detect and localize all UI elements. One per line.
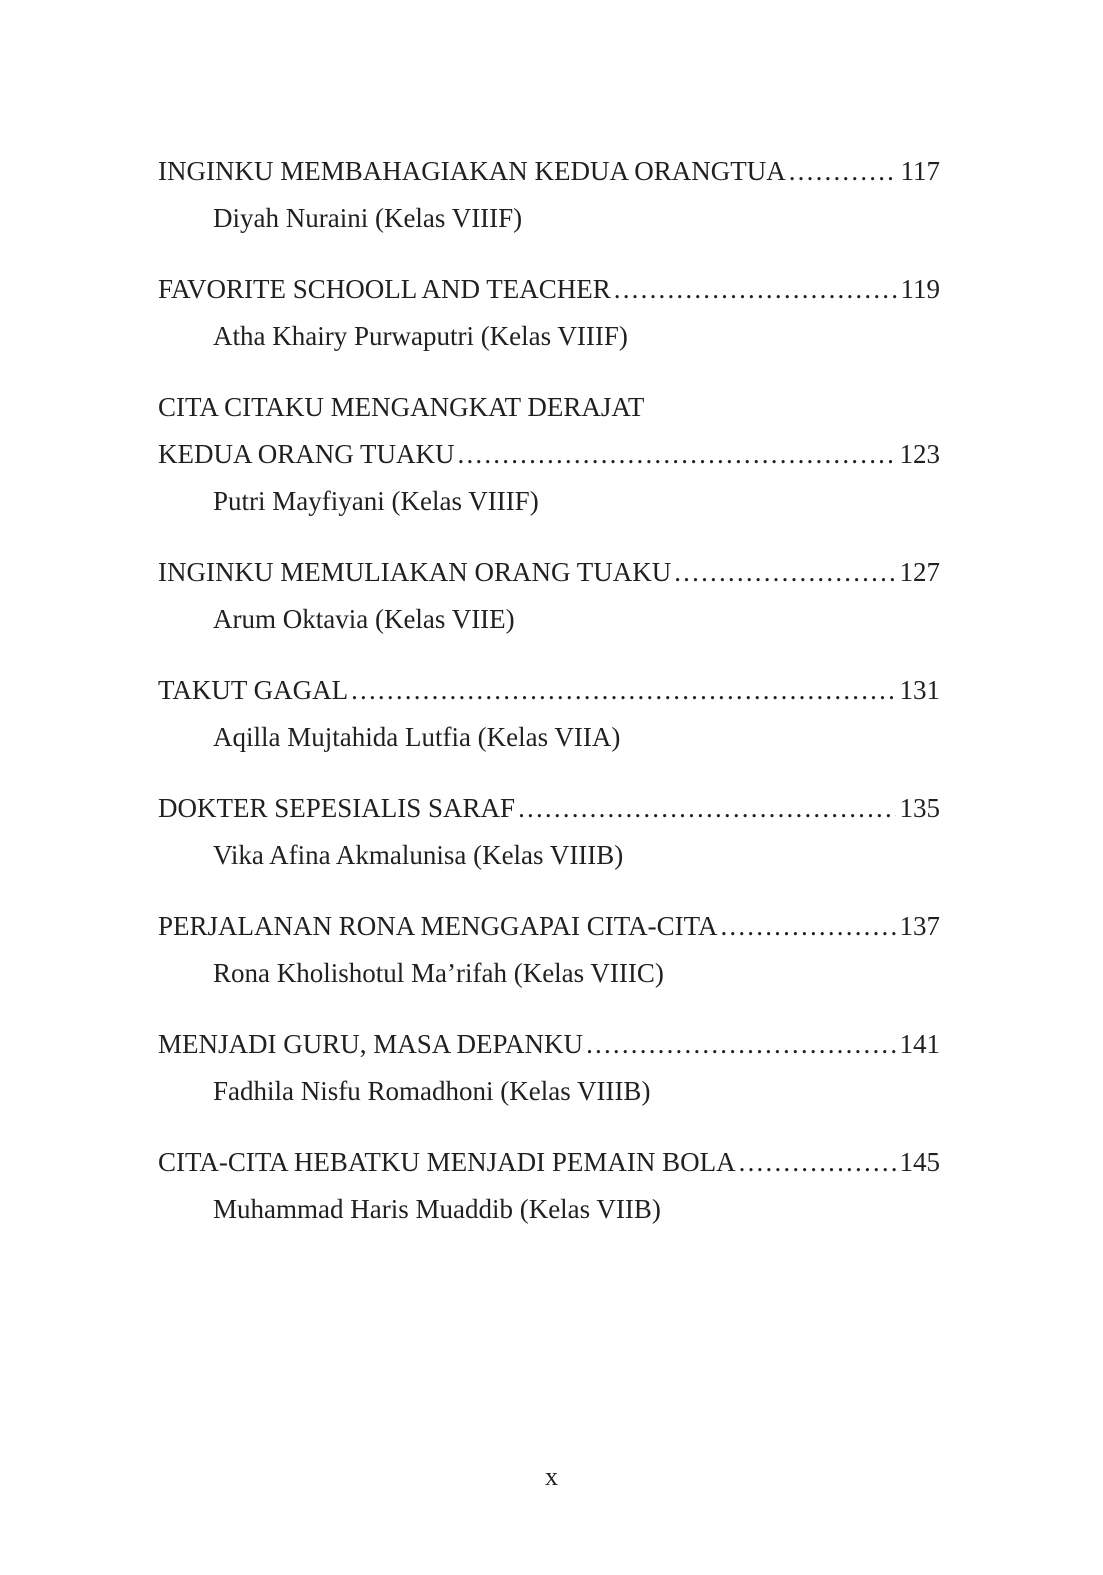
entry-title: DOKTER SEPESIALIS SARAF [158,793,516,823]
entry-page-number: 141 [899,1029,940,1059]
dot-leader [614,266,897,313]
dot-leader [351,667,895,714]
toc-entry [158,785,940,879]
entry-page-number: 123 [899,439,940,469]
dot-leader [518,785,895,832]
toc-entry [158,903,940,997]
entry-title: FAVORITE SCHOOLL AND TEACHER [158,274,611,304]
toc-entry [158,384,940,525]
entry-author: Muhammad Haris Muaddib (Kelas VIIB) [213,1194,661,1224]
entry-page-number: 127 [899,557,940,587]
page-number: x [545,1462,558,1491]
entry-author: Atha Khairy Purwaputri (Kelas VIIIF) [213,321,628,351]
entry-title: KEDUA ORANG TUAKU [158,439,455,469]
table-of-contents [158,148,940,1257]
toc-entry [158,1021,940,1115]
toc-entry [158,266,940,360]
entry-title: MENJADI GURU, MASA DEPANKU [158,1029,584,1059]
dot-leader [789,148,897,195]
entry-author: Putri Mayfiyani (Kelas VIIIF) [213,486,539,516]
entry-title: PERJALANAN RONA MENGGAPAI CITA-CITA [158,911,718,941]
entry-page-number: 119 [900,274,940,304]
entry-page-number: 131 [899,675,940,705]
toc-entry [158,1139,940,1233]
entry-page-number: 117 [900,156,940,186]
entry-author: Fadhila Nisfu Romadhoni (Kelas VIIIB) [213,1076,651,1106]
dot-leader [674,549,895,596]
entry-title: CITA-CITA HEBATKU MENJADI PEMAIN BOLA [158,1147,736,1177]
toc-entry [158,148,940,242]
entry-page-number: 135 [899,793,940,823]
entry-title: CITA CITAKU MENGANGKAT DERAJAT [158,392,645,422]
entry-author: Diyah Nuraini (Kelas VIIIF) [213,203,523,233]
dot-leader [739,1139,896,1186]
dot-leader [458,431,896,478]
toc-entry [158,549,940,643]
entry-author: Aqilla Mujtahida Lutfia (Kelas VIIA) [213,722,621,752]
dot-leader [720,903,895,950]
dot-leader [586,1021,895,1068]
entry-author: Rona Kholishotul Ma’rifah (Kelas VIIIC) [213,958,664,988]
entry-author: Arum Oktavia (Kelas VIIE) [213,604,515,634]
entry-page-number: 137 [899,911,940,941]
entry-title: INGINKU MEMULIAKAN ORANG TUAKU [158,557,672,587]
entry-title: INGINKU MEMBAHAGIAKAN KEDUA ORANGTUA [158,156,786,186]
entry-author: Vika Afina Akmalunisa (Kelas VIIIB) [213,840,624,870]
entry-page-number: 145 [899,1147,940,1177]
toc-entry [158,667,940,761]
entry-title: TAKUT GAGAL [158,675,349,705]
